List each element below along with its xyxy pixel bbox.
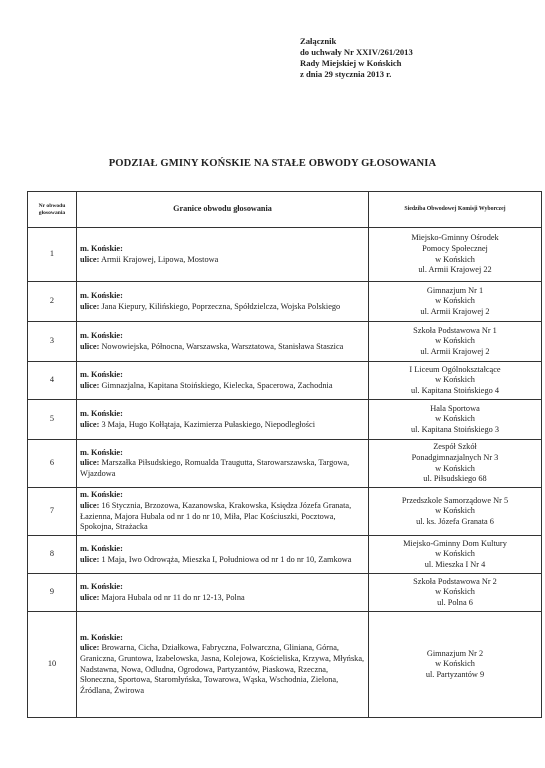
seat-line: ul. Kapitana Stoińskiego 3 xyxy=(410,424,500,434)
seat-line: Pomocy Społecznej xyxy=(422,243,488,253)
streets-line xyxy=(80,555,365,566)
town-label: m. Końskie: xyxy=(80,330,123,340)
district-borders xyxy=(77,322,369,362)
seat-line: ul. Kapitana Stoińskiego 4 xyxy=(410,385,500,395)
district-borders xyxy=(77,574,369,612)
commission-seat xyxy=(369,362,542,400)
town-label: m. Końskie: xyxy=(80,408,123,418)
seat-line: w Końskich xyxy=(435,296,475,306)
district-borders xyxy=(77,536,369,574)
district-borders xyxy=(77,362,369,400)
town-label: m. Końskie: xyxy=(80,632,123,642)
town-label: m. Końskie: xyxy=(80,543,123,553)
seat-line: w Końskich xyxy=(435,375,475,385)
town-label: m. Końskie: xyxy=(80,243,123,253)
seat-line: Gimnazjum Nr 2 xyxy=(426,648,484,658)
column-header-number: Nr obwodu głosowania xyxy=(28,192,77,228)
seat-line: Szkoła Podstawowa Nr 1 xyxy=(413,325,497,335)
table-row xyxy=(28,362,542,400)
seat-line: w Końskich xyxy=(435,414,475,424)
seat-line: w Końskich xyxy=(435,549,475,559)
table-row xyxy=(28,322,542,362)
resolution-date: z dnia 29 stycznia 2013 r. xyxy=(300,69,392,79)
town-label: m. Końskie: xyxy=(80,290,123,300)
seat-line: Ponadgimnazjalnych Nr 3 xyxy=(411,452,499,462)
streets-list: Jana Kiepury, Kilińskiego, Poprzeczna, Spółdzielcza, Wojska Polskiego xyxy=(101,301,341,311)
table-row xyxy=(28,400,542,440)
district-number: 4 xyxy=(28,362,77,400)
table-row xyxy=(28,440,542,488)
districts-table xyxy=(27,191,542,718)
streets-label: ulice: xyxy=(80,341,100,351)
streets-list: 3 Maja, Hugo Kołłątaja, Kazimierza Pułaskiego, Niepodległości xyxy=(101,419,316,429)
seat-line: w Końskich xyxy=(435,463,475,473)
seat-line: ul. Mieszka I Nr 4 xyxy=(424,559,486,569)
district-number: 1 xyxy=(28,228,77,282)
seat-line: Szkoła Podstawowa Nr 2 xyxy=(413,576,497,586)
table-header-row xyxy=(28,192,542,228)
district-number: 5 xyxy=(28,400,77,440)
attachment-note xyxy=(300,36,413,80)
commission-seat xyxy=(369,488,542,536)
streets-label: ulice: xyxy=(80,643,100,653)
streets-list: Armii Krajowej, Lipowa, Mostowa xyxy=(100,254,219,264)
district-borders xyxy=(77,282,369,322)
district-number: 7 xyxy=(28,488,77,536)
streets-label: ulice: xyxy=(80,254,100,264)
seat-line: ul. Armii Krajowej 2 xyxy=(420,306,490,316)
streets-list: Nowowiejska, Północna, Warszawska, Warsztatowa, Stanisława Staszica xyxy=(101,341,344,351)
column-header-borders: Granice obwodu głosowania xyxy=(77,192,369,228)
town-label: m. Końskie: xyxy=(80,369,123,379)
seat-line: ul. ks. Józefa Granata 6 xyxy=(416,516,494,526)
streets-label: ulice: xyxy=(80,554,100,564)
seat-line: Zespół Szkół xyxy=(433,442,477,452)
town-label: m. Końskie: xyxy=(80,447,123,457)
seat-line: Miejsko-Gminny Ośrodek xyxy=(411,233,499,243)
district-borders xyxy=(77,612,369,718)
table-row xyxy=(28,282,542,322)
commission-seat xyxy=(369,228,542,282)
streets-label: ulice: xyxy=(80,592,100,602)
streets-list: 16 Stycznia, Brzozowa, Kazanowska, Krakowska, Księdza Józefa Granata, Łazienna, Majora Hubala od nr 1 do nr 10, Miła, Plac Kościuszki, Pocztowa, Spokojna, Strażacka xyxy=(80,500,352,532)
streets-list: Gimnazjalna, Kapitana Stoińskiego, Kielecka, Spacerowa, Zachodnia xyxy=(101,380,333,390)
town-label: m. Końskie: xyxy=(80,490,123,500)
streets-line xyxy=(80,302,365,313)
seat-line: Gimnazjum Nr 1 xyxy=(426,285,484,295)
seat-line: w Końskich xyxy=(435,659,475,669)
streets-line xyxy=(80,420,365,431)
document-title: PODZIAŁ GMINY KOŃSKIE NA STAŁE OBWODY GŁOSOWANIA xyxy=(108,158,437,169)
table-row xyxy=(28,574,542,612)
table-row xyxy=(28,228,542,282)
district-borders xyxy=(77,488,369,536)
district-borders xyxy=(77,440,369,488)
streets-label: ulice: xyxy=(80,301,100,311)
seat-line: ul. Partyzantów 9 xyxy=(425,669,485,679)
streets-line xyxy=(80,643,365,696)
table-row xyxy=(28,536,542,574)
seat-line: w Końskich xyxy=(435,506,475,516)
seat-line: Hala Sportowa xyxy=(430,403,480,413)
streets-line xyxy=(80,342,365,353)
streets-line xyxy=(80,255,365,266)
district-number: 3 xyxy=(28,322,77,362)
streets-label: ulice: xyxy=(80,419,100,429)
district-number: 9 xyxy=(28,574,77,612)
commission-seat xyxy=(369,282,542,322)
commission-seat xyxy=(369,574,542,612)
streets-line xyxy=(80,501,365,533)
seat-line: ul. Armii Krajowej 22 xyxy=(418,265,492,275)
district-number: 6 xyxy=(28,440,77,488)
commission-seat xyxy=(369,536,542,574)
streets-list: Majora Hubala od nr 11 do nr 12-13, Polna xyxy=(101,592,245,602)
district-number: 8 xyxy=(28,536,77,574)
streets-label: ulice: xyxy=(80,500,100,510)
seat-line: w Końskich xyxy=(435,587,475,597)
commission-seat xyxy=(369,440,542,488)
streets-line xyxy=(80,458,365,479)
seat-line: I Liceum Ogólnokształcące xyxy=(409,364,501,374)
commission-seat xyxy=(369,322,542,362)
seat-line: ul. Piłsudskiego 68 xyxy=(423,474,487,484)
seat-line: w Końskich xyxy=(435,254,475,264)
streets-list: Marszałka Piłsudskiego, Romualda Traugutta, Starowarszawska, Targowa, Wjazdowa xyxy=(80,458,350,478)
district-borders xyxy=(77,228,369,282)
attachment-label: Załącznik xyxy=(300,36,337,46)
seat-line: Miejsko-Gminny Dom Kultury xyxy=(403,538,507,548)
streets-list: 1 Maja, Iwo Odrowąża, Mieszka I, Południowa od nr 1 do nr 10, Zamkowa xyxy=(101,554,352,564)
table-row xyxy=(28,612,542,718)
district-number: 10 xyxy=(28,612,77,718)
seat-line: Przedszkole Samorządowe Nr 5 xyxy=(401,495,509,505)
district-number: 2 xyxy=(28,282,77,322)
commission-seat xyxy=(369,612,542,718)
streets-line xyxy=(80,593,365,604)
streets-list: Browarna, Cicha, Działkowa, Fabryczna, Folwarczna, Gliniana, Górna, Graniczna, Gruntowa, Izabelowska, Jasna, Kolejowa, Kościeliska, Krzywa, Młyńska, Nadstawna, Nowa, Odludna, Ogrodowa, Partyzantów, Piaskowa, Rzeczna, Słoneczna, Sportowa, Staromłyńska, Towarowa, Wąska, Wschodnia, Zielona, Źródlana, Żwirowa xyxy=(80,643,365,695)
seat-line: w Końskich xyxy=(435,336,475,346)
district-borders xyxy=(77,400,369,440)
town-label: m. Końskie: xyxy=(80,581,123,591)
streets-label: ulice: xyxy=(80,458,100,468)
streets-label: ulice: xyxy=(80,380,100,390)
commission-seat xyxy=(369,400,542,440)
streets-line xyxy=(80,381,365,392)
seat-line: ul. Polna 6 xyxy=(437,597,473,607)
table-row xyxy=(28,488,542,536)
seat-line: ul. Armii Krajowej 2 xyxy=(420,346,490,356)
council-name: Rady Miejskiej w Końskich xyxy=(300,58,402,68)
resolution-number: do uchwały Nr XXIV/261/2013 xyxy=(300,47,413,57)
column-header-seat: Siedziba Obwodowej Komisji Wyborczej xyxy=(369,192,542,228)
